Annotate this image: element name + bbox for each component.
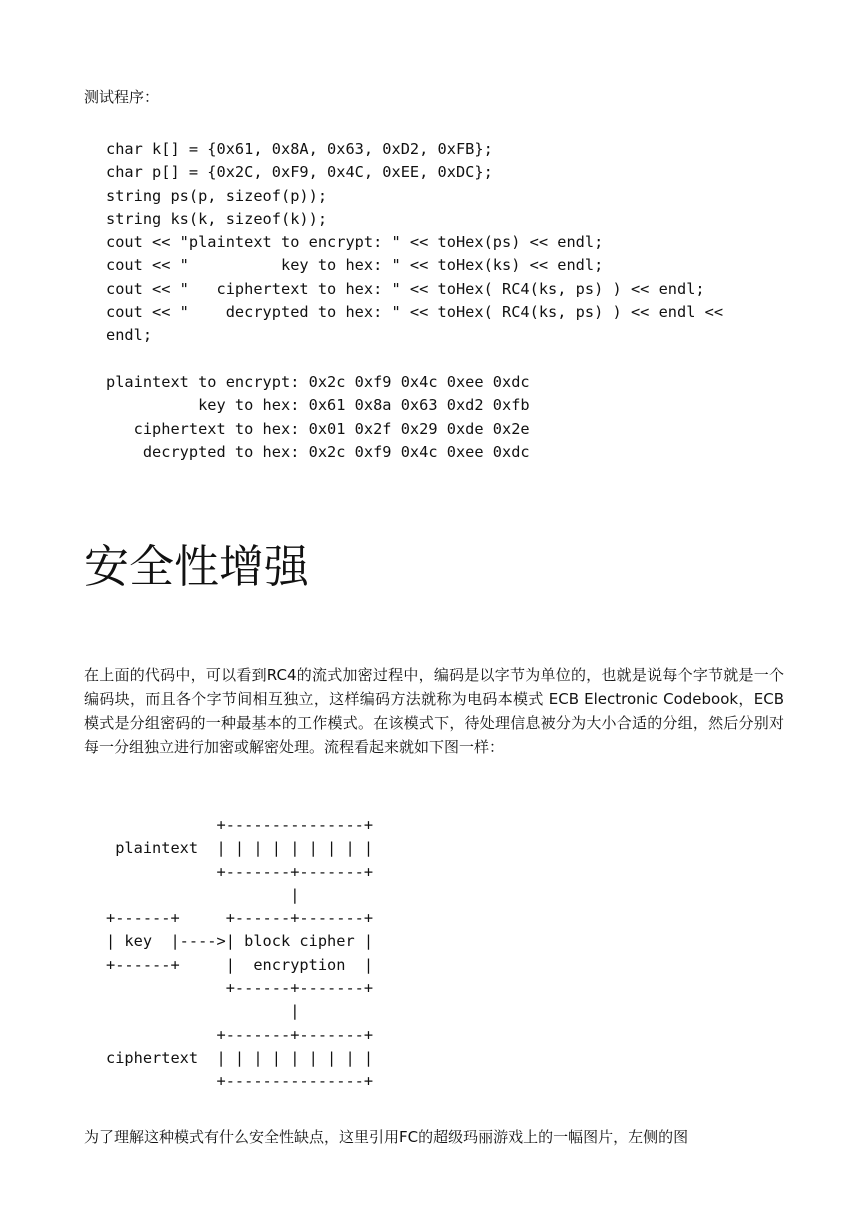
output-line: key to hex: 0x61 0x8a 0x63 0xd2 0xfb [106,396,530,415]
diagram-line: | [106,885,300,904]
code-line: char k[] = {0x61, 0x8A, 0x63, 0xD2, 0xFB}; [106,140,493,158]
code-line: cout << " decrypted to hex: " << toHex( RC4(ks, ps) ) << endl << [106,303,724,322]
diagram-line: +------+-------+ [106,979,374,998]
output-line: plaintext to encrypt: 0x2c 0xf9 0x4c 0xee 0xdc [106,373,530,391]
output-line: decrypted to hex: 0x2c 0xf9 0x4c 0xee 0xdc [106,442,530,461]
code-line: cout << " ciphertext to hex: " << toHex( RC4(ks, ps) ) << endl; [106,279,705,298]
diagram-line: +---------------+ [106,1072,374,1091]
diagram-line: +-------+-------+ [106,862,374,881]
ecb-diagram [106,814,373,1094]
code-line: char p[] = {0x2C, 0xF9, 0x4C, 0xEE, 0xDC}; [106,163,493,182]
diagram-line: +---------------+ [106,816,374,834]
diagram-line: ciphertext | | | | | | | | | [106,1048,374,1067]
test-program-label: 测试程序： [84,88,160,106]
body-paragraph: 为了理解这种模式有什么安全性缺点，这里引用FC的超级玛丽游戏上的一幅图片，左侧的图 [84,1128,689,1146]
diagram-line: | [106,1002,300,1021]
section-heading: 安全性增强 [84,540,310,593]
diagram-line: +------+ +------+-------+ [106,909,374,928]
code-line: string ks(k, sizeof(k)); [106,209,328,228]
body-paragraph: 在上面的代码中，可以看到RC4的流式加密过程中，编码是以字节为单位的，也就是说每个字节就是一个编码块，而且各个字节间相互独立，这样编码方法就称为电码本模式 ECB Electronic Codebook，ECB 模式是分组密码的一种最基本的工作模式。在该模式下，待处理信息被分为大小合适的分组，然后分别对每一分组独立进行加密或解密处理。流程看起来就如下图一样： [84,666,784,756]
diagram-line: +-------+-------+ [106,1025,374,1044]
code-block [106,138,723,348]
diagram-line: | key |---->| block cipher | [106,932,374,951]
diagram-line: plaintext | | | | | | | | | [106,839,374,858]
output-line: ciphertext to hex: 0x01 0x2f 0x29 0xde 0x2e [106,419,530,438]
code-line: cout << " key to hex: " << toHex(ks) << endl; [106,256,604,275]
output-block [106,371,530,464]
diagram-line: +------+ | encryption | [106,955,374,974]
code-line: endl; [106,326,153,345]
code-line: string ps(p, sizeof(p)); [106,186,328,205]
code-line: cout << "plaintext to encrypt: " << toHex(ps) << endl; [106,233,604,252]
